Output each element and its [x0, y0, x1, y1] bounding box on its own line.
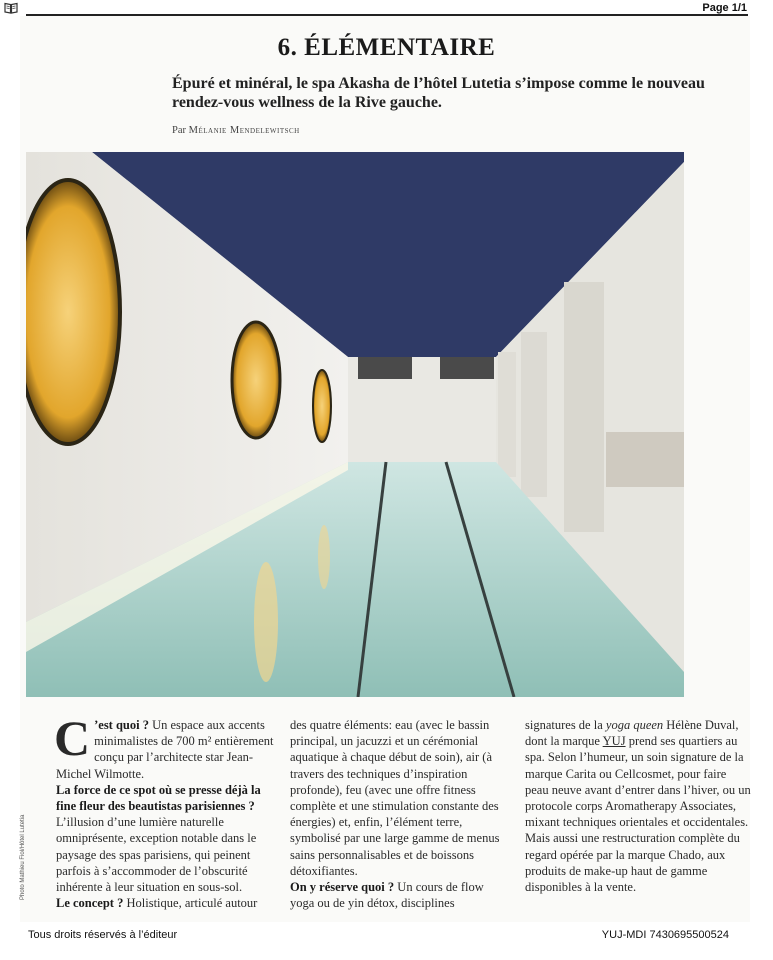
- byline-author: Mélanie Mendelewitsch: [188, 125, 300, 136]
- article-column-2: [290, 717, 508, 911]
- article-column-3: [525, 717, 751, 895]
- question-3: Le concept ?: [56, 896, 124, 911]
- footer-rights: Tous droits réservés à l’éditeur: [28, 929, 178, 941]
- footer-reference: YUJ-MDI 7430695500524: [601, 929, 729, 941]
- brand-yuj: YUJ: [602, 734, 626, 749]
- question-4: On y réserve quoi ?: [290, 880, 395, 895]
- page-indicator: Page 1/1: [702, 2, 747, 14]
- article-column-1: [54, 710, 274, 911]
- paragraph-6a: signatures de la: [525, 718, 606, 732]
- paragraph-6b: Hélène Duval, dont la marque: [525, 718, 739, 749]
- paragraph-6c: prend ses quartiers au spa. Selon l’humeur, un soin signature de la marque Carita ou Cellcosmet, pour faire peau neuve avant d’entrer dans l’hiver, ou un protocole corps Aromatherapy Associates, mixant techniques orientales et occidentales. Mais aussi une restructuration complète du regard opérée par la marque Chado, aux produits de make-up haut de gamme disponibles à la vente.: [525, 734, 751, 895]
- book-icon[interactable]: [4, 2, 18, 14]
- paragraph-1: Un espace aux accents minimalistes de 700 m² entièrement conçu par l’architecte star Jean-Michel Wilmotte.: [56, 718, 274, 781]
- drop-cap: C: [54, 710, 91, 766]
- photo-credit: Photo Mathieu Fiol/Hôtel Lutetia: [20, 814, 26, 900]
- question-1: ’est quoi ?: [94, 718, 149, 732]
- article-byline: [172, 125, 300, 136]
- paragraph-2: L’illusion d’une lumière naturelle omniprésente, exception notable dans le paysage des spas parisiens, qui peinent parfois à s’accommoder de l’obscurité inhérente à leur situation en sous-sol.: [56, 815, 257, 895]
- paragraph-3: Holistique, articulé autour: [123, 896, 258, 911]
- yoga-queen-italic: yoga queen: [605, 718, 664, 732]
- article-standfirst: Épuré et minéral, le spa Akasha de l’hôtel Lutetia s’impose comme le nouveau rendez-vous wellness de la Rive gauche.: [172, 75, 705, 111]
- paragraph-4: des quatre éléments: eau (avec le bassin principal, un jacuzzi et un cérémonial aquatique à chaque début de soin), air (à travers des techniques d’inspiration profonde), feu (avec une offre fitness complète et une stimulation constante des énergies) et, enfin, l’élément terre, symbolisé par une large gamme de menus sains personnalisables et de boissons détoxifiantes.: [290, 718, 500, 878]
- paragraph-5: Un cours de flow yoga ou de yin détox, disciplines: [290, 880, 484, 911]
- question-2: La force de ce spot où se presse déjà la fine fleur des beautistas parisiennes ?: [56, 782, 261, 814]
- byline-prefix: Par: [172, 125, 186, 136]
- article-title: 6. ÉLÉMENTAIRE: [277, 34, 496, 61]
- spa-pool-photo: [26, 152, 684, 697]
